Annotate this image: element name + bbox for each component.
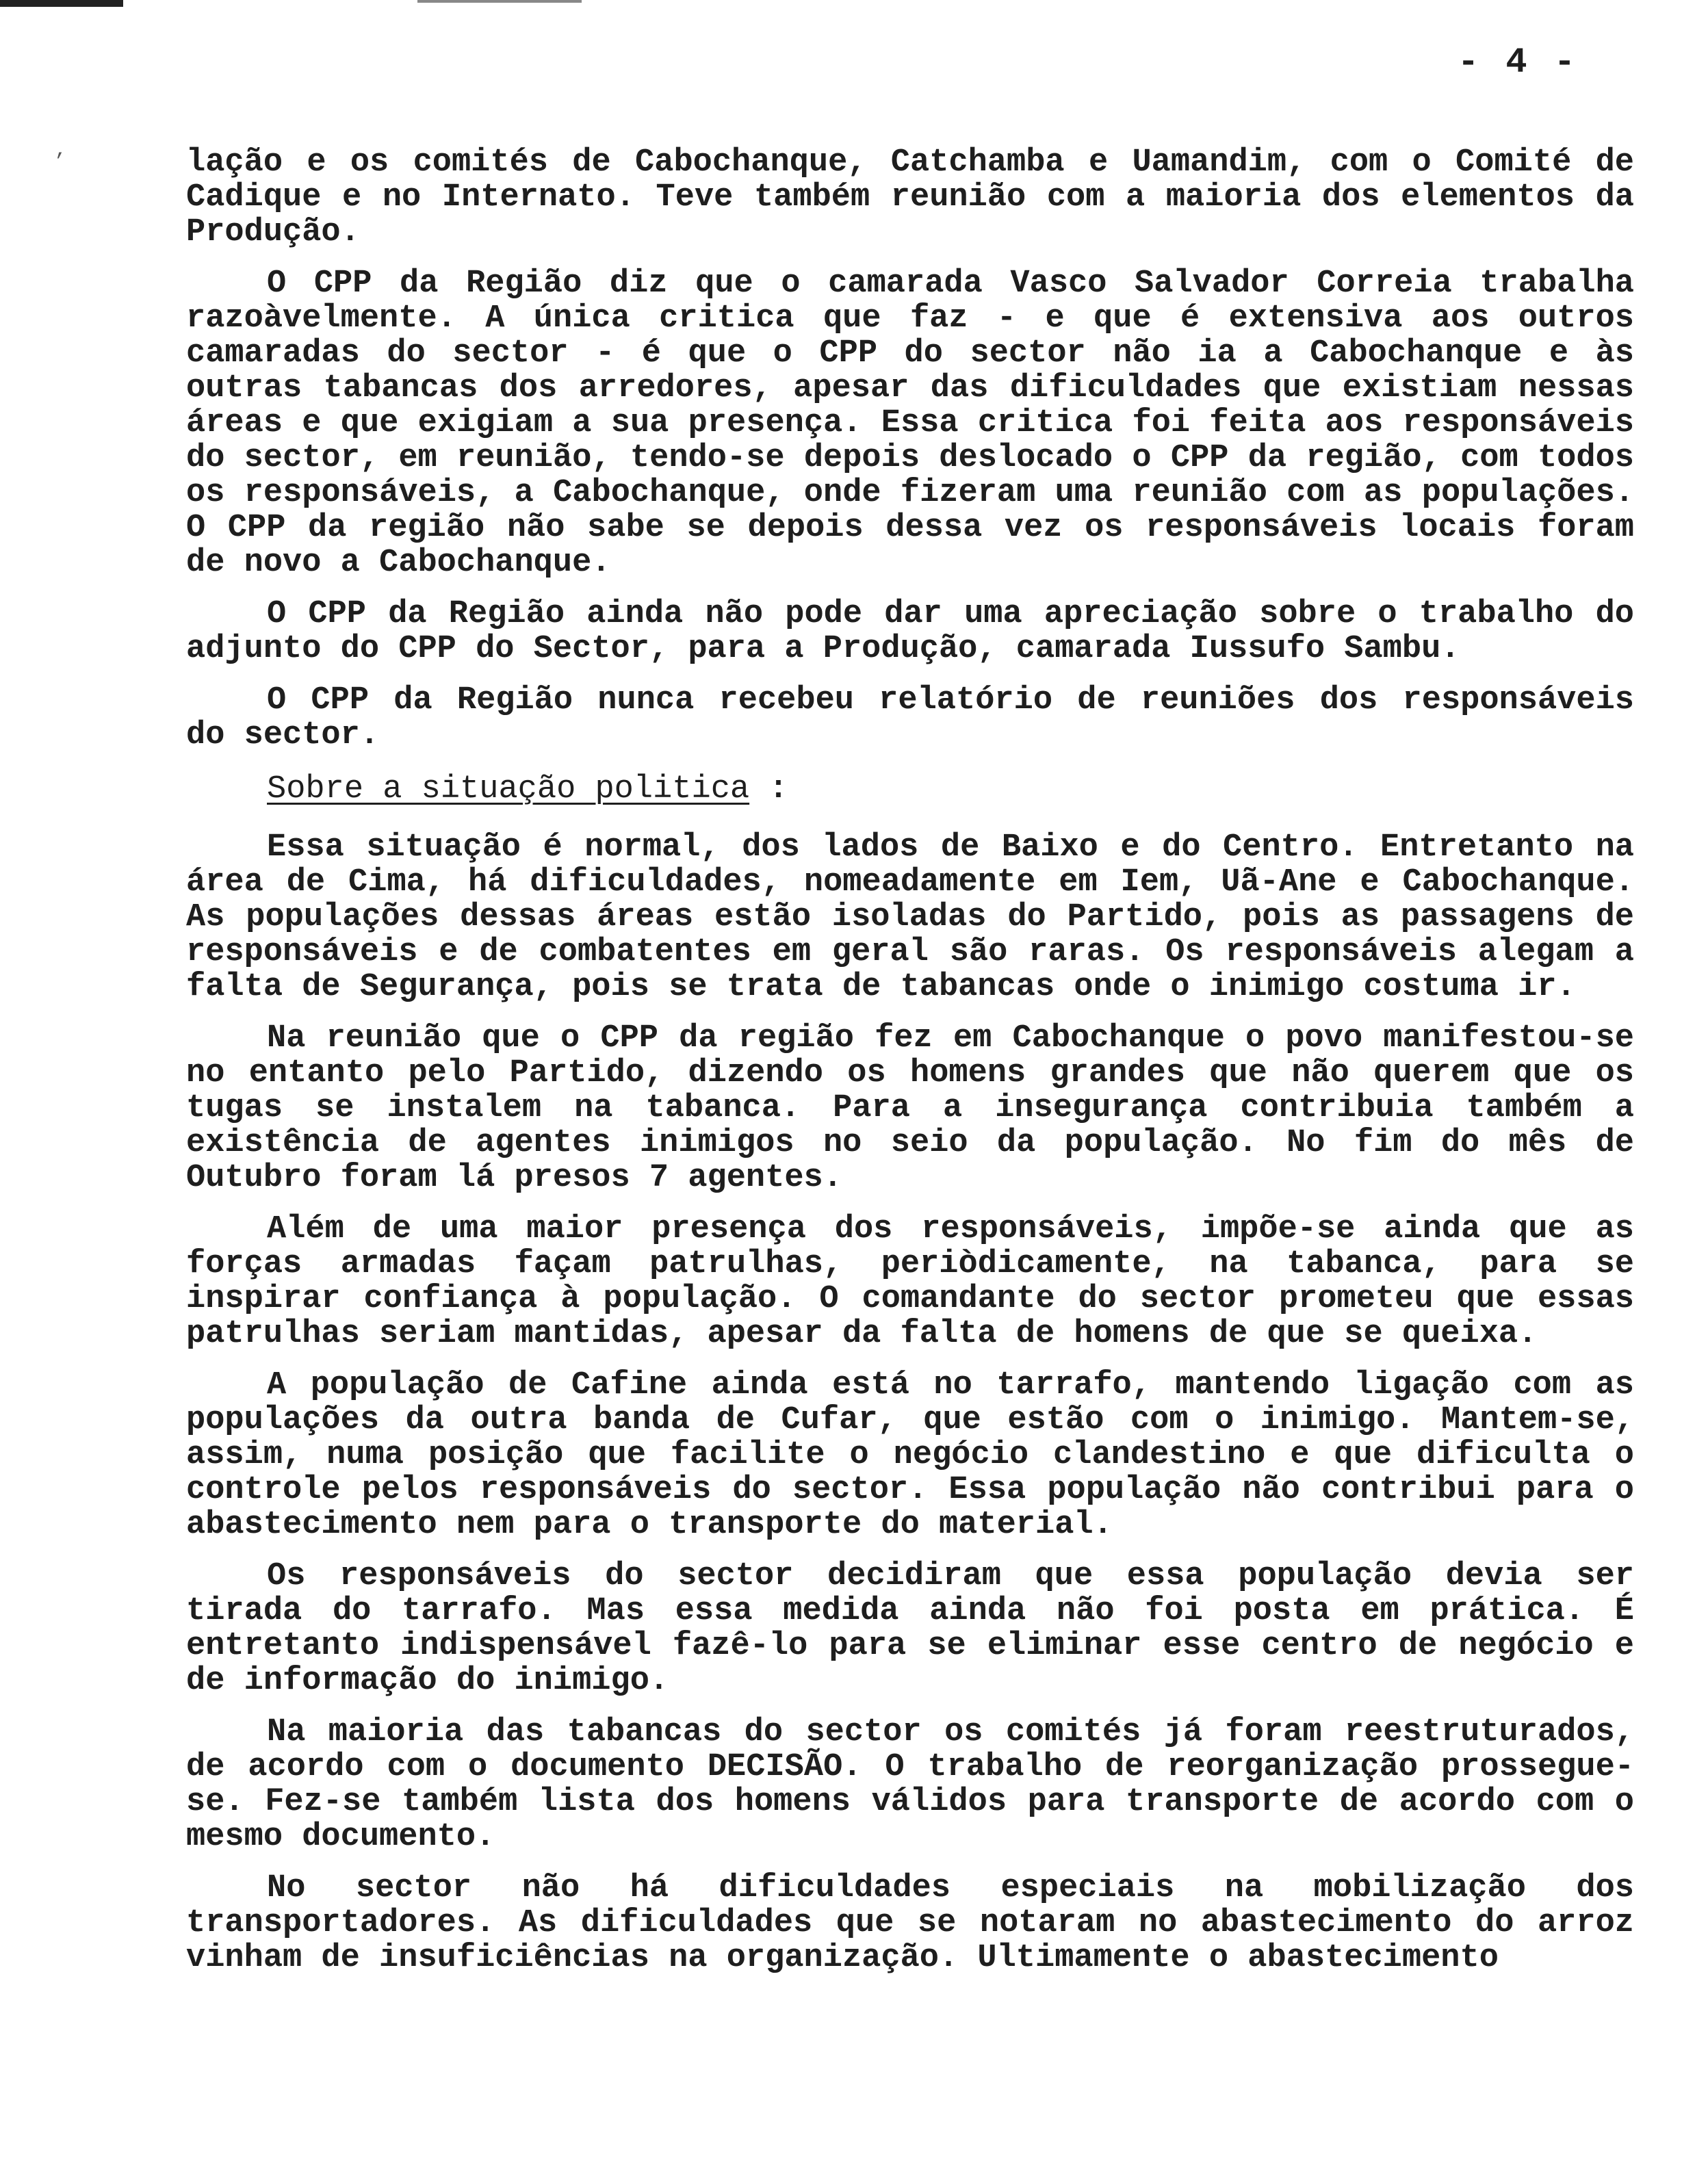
paragraph-political-situation: Essa situação é normal, dos lados de Baixo e do Centro. Entretanto na área de Cima, há dificuldades, nomeadamente em Iem, Uã-Ane e Cabochanque. As populações dessas áreas estão isoladas do Partido, pois as passagens de responsáveis e de combatentes em geral são raras. Os responsáveis alegam a falta de Segurança, pois se trata de tabancas onde o inimigo costuma ir. [186, 829, 1634, 1005]
paragraph-continuation: lação e os comités de Cabochanque, Catchamba e Uamandim, com o Comité de Cadique e no Internato. Teve também reunião com a maioria dos elementos da Produção. [186, 144, 1634, 250]
paragraph-patrols: Além de uma maior presença dos responsáveis, impõe-se ainda que as forças armadas façam patrulhas, periòdicamente, na tabanca, para se inspirar confiança à população. O comandante do sector prometeu que essas patrulhas seriam mantidas, apesar da falta de homens de que se queixa. [186, 1211, 1634, 1352]
paragraph-cpp-assessment: O CPP da Região diz que o camarada Vasco Salvador Correia trabalha razoàvelmente. A única critica que faz - e que é extensiva aos outros camaradas do sector - é que o CPP do sector não ia a Cabochanque e às outras tabancas dos arredores, apesar das dificuldades que existiam nessas áreas e que exigiam a sua presença. Essa critica foi feita aos responsáveis do sector, em reunião, tendo-se depois deslocado o CPP da região, com todos os responsáveis, a Cabochanque, onde fizeram uma reunião com as populações. O CPP da região não sabe se depois dessa vez os responsáveis locais foram de novo a Cabochanque. [186, 265, 1634, 581]
document-body [186, 145, 1634, 1992]
page-number: - 4 - [1458, 42, 1579, 83]
paragraph-committees: Na maioria das tabancas do sector os comités já foram reestruturados, de acordo com o documento DECISÃO. O trabalho de reorganização prossegue-se. Fez-se também lista dos homens válidos para transporte de acordo com o mesmo documento. [186, 1714, 1634, 1855]
paragraph-adjunto: O CPP da Região ainda não pode dar uma apreciação sobre o trabalho do adjunto do CPP do Sector, para a Produção, camarada Iussufo Sambu. [186, 596, 1634, 667]
section-heading-colon: : [768, 771, 788, 807]
section-heading [267, 772, 1634, 807]
section-heading-text: Sobre a situação politica [267, 771, 750, 807]
paragraph-transport: No sector não há dificuldades especiais na mobilização dos transportadores. As dificuldades que se notaram no abastecimento do arroz vinham de insuficiências na organização. Ultimamente o abastecimento [186, 1870, 1634, 1976]
page-top-edge-mark [0, 0, 123, 7]
paragraph-tarrafo-decision: Os responsáveis do sector decidiram que essa população devia ser tirada do tarrafo. Mas essa medida ainda não foi posta em prática. É entretanto indispensável fazê-lo para se eliminar esse centro de negócio e de informação do inimigo. [186, 1558, 1634, 1699]
margin-mark: ’ [53, 151, 66, 174]
paragraph-cafine-population: A população de Cafine ainda está no tarrafo, mantendo ligação com as populações da outra banda de Cufar, que estão com o inimigo. Mantem-se, assim, numa posição que facilite o negócio clandestino e que dificulta o controle pelos responsáveis do sector. Essa população não contribui para o abastecimento nem para o transporte do material. [186, 1367, 1634, 1543]
paragraph-reports: O CPP da Região nunca recebeu relatório de reuniões dos responsáveis do sector. [186, 682, 1634, 753]
paragraph-cabochanque-meeting: Na reunião que o CPP da região fez em Cabochanque o povo manifestou-se no entanto pelo Partido, dizendo os homens grandes que não querem que os tugas se instalem na tabanca. Para a insegurança contribuia também a existência de agentes inimigos no seio da população. No fim do mês de Outubro foram lá presos 7 agentes. [186, 1020, 1634, 1196]
page-top-faint-line [417, 0, 582, 3]
